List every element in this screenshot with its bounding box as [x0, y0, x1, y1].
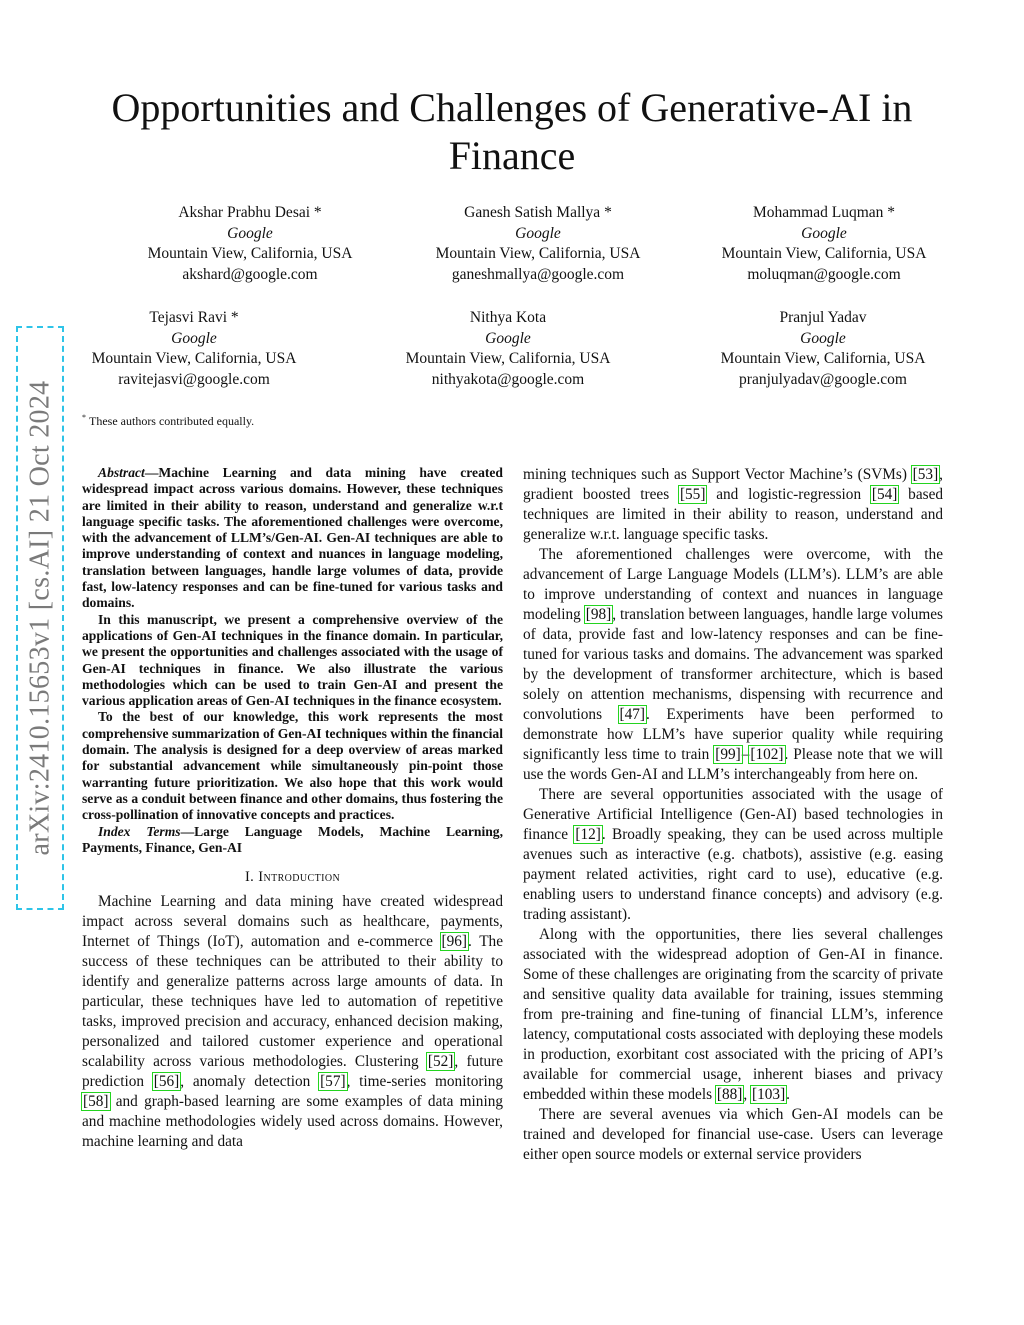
author-name: Ganesh Satish Mallya * [464, 204, 612, 221]
index-terms-label: Index Terms [98, 823, 181, 839]
citation-link[interactable]: [99] [715, 746, 741, 763]
footnote-text: These authors contributed equally. [89, 414, 255, 428]
intro-paragraph-3 [523, 785, 943, 925]
author-email[interactable]: pranjulyadav@google.com [739, 370, 907, 388]
author-affiliation: Google [485, 329, 531, 347]
section-heading-introduction: I. Introduction [244, 869, 341, 886]
paragraph-text: , gradient boosted trees [523, 466, 943, 503]
author-location: Mountain View, California, USA [435, 245, 641, 262]
intro-paragraph-5: There are several avenues via which Gen-AI models can be trained and developed for financial use-case. Users can leverage either open source models or external service providers [523, 1106, 943, 1163]
index-terms-text: —Large Language Models, Machine Learning, Payments, Finance, Gen-AI [82, 823, 503, 855]
paragraph-text: . Please note that we will use the words Gen-AI and LLM’s interchangeably from here on. [523, 746, 944, 783]
author-email[interactable]: nithyakota@google.com [431, 370, 585, 388]
paper-title: Opportunities and Challenges of Generative-AI in Finance [111, 85, 913, 178]
citation-link[interactable]: [12] [575, 826, 601, 843]
author-email[interactable]: akshard@google.com [182, 265, 318, 283]
citation-link[interactable]: [55] [679, 486, 706, 503]
author-affiliation: Google [515, 224, 561, 242]
abstract [82, 465, 503, 856]
author-affiliation: Google [800, 329, 846, 347]
author-location: Mountain View, California, USA [720, 350, 926, 367]
author-email[interactable]: ravitejasvi@google.com [118, 370, 270, 388]
author-email[interactable]: ganeshmallya@google.com [451, 265, 625, 283]
author-location: Mountain View, California, USA [405, 350, 611, 367]
author-affiliation: Google [171, 329, 217, 347]
citation-link[interactable]: [53] [912, 466, 939, 483]
arxiv-identifier-stamp [18, 328, 62, 908]
author-name: Nithya Kota [469, 309, 547, 326]
citation-link[interactable]: [47] [619, 706, 646, 723]
author-block-5 [358, 308, 658, 390]
intro-paragraph-4 [523, 925, 943, 1105]
author-name: Pranjul Yadav [779, 309, 867, 326]
abstract-paragraph-1 [82, 465, 503, 612]
paragraph-text: , translation between languages, handle large volumes of data, provide fast and low-latency responses and can be fine-tuned for various tasks and domains. The advancement was sparked by the development of transformer architecture, which is based solely on attention mechanisms, dispensing with recurrence and convolutions [523, 606, 944, 723]
paragraph-text: and graph-based learning are some examples of data mining and machine methodologies widely used across domains. However, machine learning and data [82, 1093, 503, 1151]
citation-link[interactable]: [96] [441, 933, 468, 951]
author-email[interactable]: moluqman@google.com [747, 265, 901, 283]
author-name: Akshar Prabhu Desai * [178, 204, 322, 221]
author-block-6 [673, 308, 973, 390]
paragraph-text: Along with the opportunities, there lies several challenges associated with the widespread adoption of Gen-AI in finance. Some of these challenges are originating from the scarcity of private and sensitive quality data available for training, issues stemming from pre-training and fine-tuning of financial LLM’s, inference latency, computational costs associated with deploying these models in production, exorbitant cost associated with the pricing of API’s available for commercial usage, inherent biases and privacy embedded within these models [523, 926, 943, 1103]
paragraph-text: , future prediction [82, 1053, 503, 1091]
author-location: Mountain View, California, USA [91, 350, 297, 367]
citation-link[interactable]: [52] [427, 1053, 454, 1071]
left-column [82, 465, 503, 1152]
citation-link[interactable]: [57] [320, 1073, 346, 1091]
footnote-mark: * [82, 413, 86, 422]
paragraph-text: The aforementioned challenges were overcome, with the advancement of Large Language Models (LLM’s). LLM’s are able to improve understanding of context and nuances in language modeling [523, 546, 943, 623]
equal-contribution-footnote [82, 413, 254, 429]
paragraph-text: . Broadly speaking, they can be used across multiple avenues such as interactive (e.g. chatbots), assistive (e.g. easing payment related activities, right card to use), educative (e.g. enabling users to understand finance concepts) and advisory (e.g. trading assistant). [523, 826, 943, 923]
citation-link[interactable]: [88] [716, 1086, 743, 1103]
citation-link[interactable]: [98] [585, 606, 612, 623]
citation-link[interactable]: [58] [83, 1093, 109, 1111]
intro-paragraph-2 [523, 545, 943, 785]
author-block-4 [44, 308, 344, 390]
author-location: Mountain View, California, USA [147, 245, 353, 262]
right-column [523, 465, 943, 1165]
paragraph-text: . Experiments have been performed to demonstrate how LLM’s have superior quality while requiring significantly less time to train [523, 706, 943, 763]
abstract-paragraph-3: To the best of our knowledge, this work represents the most comprehensive summarization of Gen-AI techniques within the financial domain. The analysis is designed for a deep overview of areas marked for substantial advancement while simultaneously pin-point those warranting future prioritization. We also hope that this work would serve as a conduit between finance and other domains, thus fostering the cross-pollination of innovative concepts and practices. [82, 709, 503, 823]
intro-paragraph-1-continued [523, 465, 943, 545]
abstract-text: —Machine Learning and data mining have created widespread impact across various domains. However, these techniques are limited in their ability to reason, understand and generalize w.r.t language specific tasks. The aforementioned challenges were overcome, with the advancement of LLM’s/Gen-AI. Gen-AI techniques are able to improve understanding of context and nuances in language modeling, translation between languages, handle large volumes of data, provide fast, low-latency responses and can be fine-tuned for various tasks and domains. [82, 465, 503, 611]
citation-link[interactable]: [54] [871, 486, 898, 503]
author-affiliation: Google [801, 224, 847, 242]
author-block-1 [100, 203, 400, 285]
paragraph-text: , anomaly detection [180, 1073, 320, 1091]
range-dash: – [741, 746, 750, 763]
author-name: Tejasvi Ravi * [149, 309, 239, 326]
paragraph-text: . [786, 1086, 790, 1103]
arxiv-identifier-text: arXiv:2410.15653v1 [cs.AI] 21 Oct 2024 [24, 380, 56, 856]
author-location: Mountain View, California, USA [721, 245, 927, 262]
paragraph-text: . The success of these techniques can be attributed to their ability to identify and generalize patterns across large amounts of data. In particular, these techniques have led to automation of repetitive tasks, improved precision and accuracy, enhanced decision making, personalized and tailored customer experience and operational scalability across various methodologies. Clustering [82, 933, 503, 1071]
intro-paragraph-1 [82, 892, 503, 1152]
author-name: Mohammad Luqman * [752, 204, 896, 221]
index-terms [82, 824, 503, 857]
citation-link[interactable]: [56] [153, 1073, 180, 1091]
paragraph-text: , time-series monitoring [346, 1073, 503, 1091]
paragraph-text: and logistic-regression [706, 486, 871, 503]
author-affiliation: Google [227, 224, 273, 242]
paragraph-text: , [743, 1086, 752, 1103]
paragraph-text: based techniques are limited in their ability to reason, understand and generalize w.r.t. language specific tasks. [523, 486, 944, 543]
paragraph-text: mining techniques such as Support Vector Machine’s (SVMs) [523, 466, 912, 483]
citation-link[interactable]: [102] [750, 746, 784, 763]
abstract-label: Abstract [98, 465, 145, 480]
paragraph-text: There are several opportunities associated with the usage of Generative Artificial Intelligence (Gen-AI) based technologies in finance [523, 786, 943, 843]
author-block-2 [388, 203, 688, 285]
introduction-body-left [82, 892, 503, 1152]
author-block-3 [674, 203, 974, 285]
abstract-paragraph-2: In this manuscript, we present a comprehensive overview of the applications of Gen-AI techniques in the finance domain. In particular, we present the opportunities and challenges associated with the usage of Gen-AI techniques in finance. We also illustrate the various methodologies which can be used to train Gen-AI and present the various application areas of Gen-AI techniques in the finance ecosystem. [82, 611, 503, 709]
paragraph-text: Machine Learning and data mining have created widespread impact across several domains such as healthcare, payments, Internet of Things (IoT), automation and e-commerce [82, 893, 503, 951]
citation-link[interactable]: [103] [752, 1086, 786, 1103]
